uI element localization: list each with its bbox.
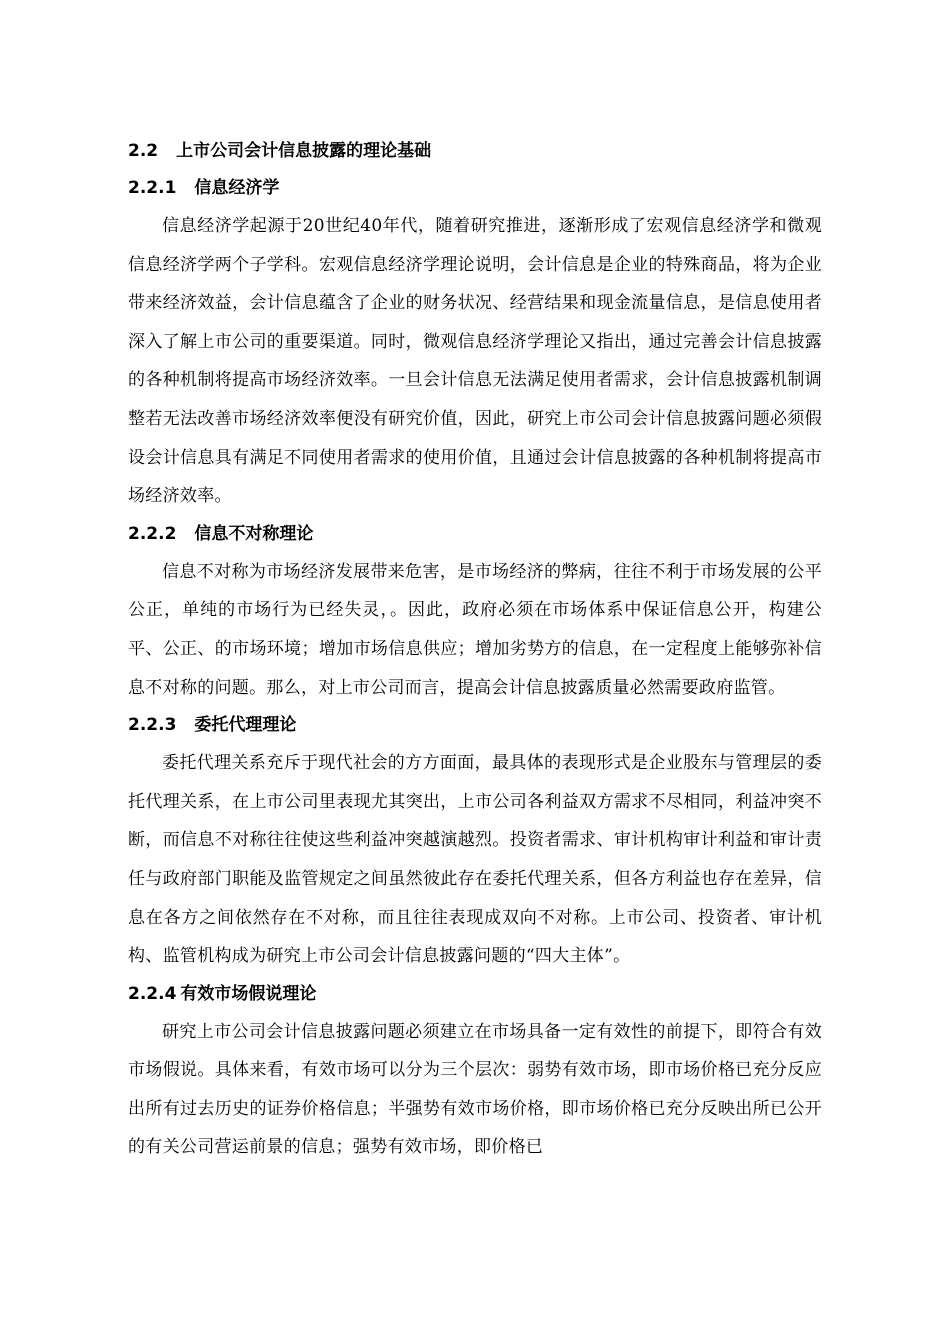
document-page — [128, 133, 822, 1167]
paragraph-information-economics: 信息经济学起源于20世纪40年代，随着研究推进，逐渐形成了宏观信息经济学和微观信息经济学两个子学科。宏观信息经济学理论说明，会计信息是企业的特殊商品，将为企业带来经济效益，会计信息蕴含了企业的财务状况、经营结果和现金流量信息，是信息使用者深入了解上市公司的重要渠道。同时，微观信息经济学理论又指出，通过完善会计信息披露的各种机制将提高市场经济效率。一旦会计信息无法满足使用者需求，会计信息披露机制调整若无法改善市场经济效率便没有研究价值，因此，研究上市公司会计信息披露问题必须假设会计信息具有满足不同使用者需求的使用价值，且通过会计信息披露的各种机制将提高市场经济效率。 — [128, 216, 822, 507]
paragraph-information-asymmetry: 信息不对称为市场经济发展带来危害，是市场经济的弊病，往往不利于市场发展的公平公正，单纯的市场行为已经失灵，。因此，政府必须在市场体系中保证信息公开，构建公平、公正、的市场环境；增加市场信息供应；增加劣势方的信息，在一定程度上能够弥补信息不对称的问题。那么，对上市公司而言，提高会计信息披露质量必然需要政府监管。 — [128, 561, 822, 698]
section-number: 2.2.4 — [128, 983, 177, 1004]
section-number: 2.2.2 — [128, 523, 177, 544]
section-heading-2-2-3 — [128, 707, 822, 744]
section-title: 有效市场假说理论 — [180, 983, 317, 1004]
section-number: 2.2.3 — [128, 715, 177, 736]
section-heading-2-2 — [128, 133, 822, 170]
section-heading-2-2-1 — [128, 170, 822, 207]
section-number: 2.2 — [128, 141, 159, 161]
section-number: 2.2.1 — [128, 178, 177, 198]
section-heading-2-2-4 — [128, 976, 822, 1013]
paragraph-efficient-market: 研究上市公司会计信息披露问题必须建立在市场具备一定有效性的前提下，即符合有效市场假说。具体来看，有效市场可以分为三个层次：弱势有效市场，即市场价格已充分反应出所有过去历史的证券价格信息；半强势有效市场价格，即市场价格已充分反映出所已公开的有关公司营运前景的信息；强势有效市场，即价格已 — [128, 1021, 822, 1158]
section-title: 信息不对称理论 — [194, 523, 314, 544]
section-title: 信息经济学 — [194, 178, 280, 198]
section-heading-2-2-2 — [128, 516, 822, 553]
section-title: 上市公司会计信息披露的理论基础 — [176, 141, 432, 161]
section-title: 委托代理理论 — [194, 715, 297, 736]
paragraph-principal-agent: 委托代理关系充斥于现代社会的方方面面，最具体的表现形式是企业股东与管理层的委托代理关系，在上市公司里表现尤其突出，上市公司各利益双方需求不尽相同，利益冲突不断，而信息不对称往往使这些利益冲突越演越烈。投资者需求、审计机构审计利益和审计责任与政府部门职能及监管规定之间虽然彼此存在委托代理关系，但各方利益也存在差异，信息在各方之间依然存在不对称，而且往往表现成双向不对称。上市公司、投资者、审计机构、监管机构成为研究上市公司会计信息披露问题的“四大主体”。 — [128, 753, 822, 967]
